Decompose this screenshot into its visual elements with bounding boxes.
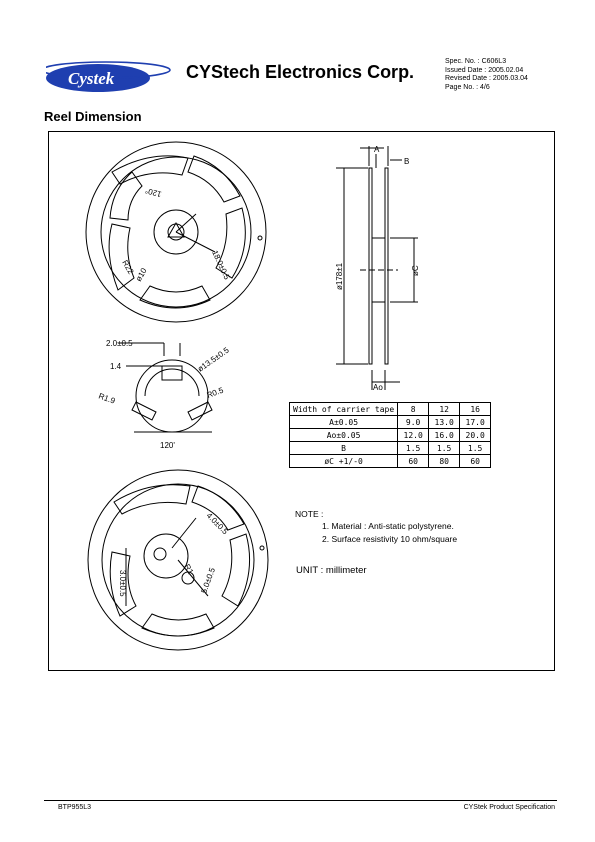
table-cell: 16 [460,403,491,416]
top-reel-slot: 18.0±0.5 [210,249,232,282]
hub-width: 2.0±0.5 [106,339,133,348]
top-reel [86,142,266,322]
page-number: Page No. : 4/6 [445,83,490,91]
table-row [290,416,491,429]
table-row [290,429,491,442]
table-cell: 12.0 [398,429,429,442]
note-item-2: 2. Surface resistivity 10 ohm/square [322,534,458,544]
spec-number: Spec. No. : C606L3 [445,58,507,65]
section-title: Reel Dimension [44,109,142,124]
top-reel-dia10: ø10 [133,266,149,283]
table-row [290,455,491,468]
table-cell: 17.0 [460,416,491,429]
side-view-ao: Ao [373,383,383,392]
side-view-dia178: ø178±1 [335,262,344,290]
table-cell: 1.5 [429,442,460,455]
table-cell: 20.0 [460,429,491,442]
side-view [336,146,418,390]
hub-detail [118,343,212,432]
table-row-label: øC +1/-0 [290,455,398,468]
table-row [290,403,491,416]
footer-rule [44,800,557,801]
footer-doc-code: BTP955L3 [58,804,92,811]
revised-date: Revised Date : 2005.03.04 [445,75,528,83]
bottom-reel-dim-c: 3.0±0.5 [118,570,127,597]
hub-angle: 120' [160,441,175,450]
hub-r19: R1.9 [97,391,117,406]
side-view-a: A [374,145,380,154]
table-cell: 1.5 [460,442,491,455]
table-row-label: B [290,442,398,455]
unit-label: UNIT : millimeter [296,565,367,576]
bottom-reel-dim-b: 5.0±0.5 [199,566,217,595]
note-item-1: 1. Material : Anti-static polystyrene. [322,521,454,531]
issued-date: Issued Date : 2005.02.04 [445,66,524,74]
logo-text: Cystek [68,69,115,88]
bottom-reel [88,470,268,650]
note-heading: NOTE : [295,509,324,519]
hub-r05: R0.5 [205,385,225,400]
table-cell: 8 [398,403,429,416]
side-view-c: øC [411,265,420,276]
company-name: CYStech Electronics Corp. [186,62,415,82]
table-cell: 13.0 [429,416,460,429]
table-cell: 80 [429,455,460,468]
table-cell: 60 [460,455,491,468]
bottom-reel-r1: R1 [182,562,196,576]
table-cell: 16.0 [429,429,460,442]
table-row-label: Ao±0.05 [290,429,398,442]
footer-spec-label: CYStek Product Specification [463,804,555,811]
table-row [290,442,491,455]
table-cell: 12 [429,403,460,416]
bottom-reel-dim-a: 4.0±0.5 [204,511,230,537]
top-reel-r22: R22 [120,258,136,276]
table-cell: 1.5 [398,442,429,455]
carrier-tape-table [289,402,491,468]
hub-dia: ø13.5±0.5 [195,345,231,374]
table-cell: 60 [398,455,429,468]
top-reel-angle: 120° [144,185,163,199]
hub-depth: 1.4 [110,362,122,371]
side-view-b: B [404,157,410,166]
table-cell: 9.0 [398,416,429,429]
table-row-label: A±0.05 [290,416,398,429]
table-row-label: Width of carrier tape [290,403,398,416]
